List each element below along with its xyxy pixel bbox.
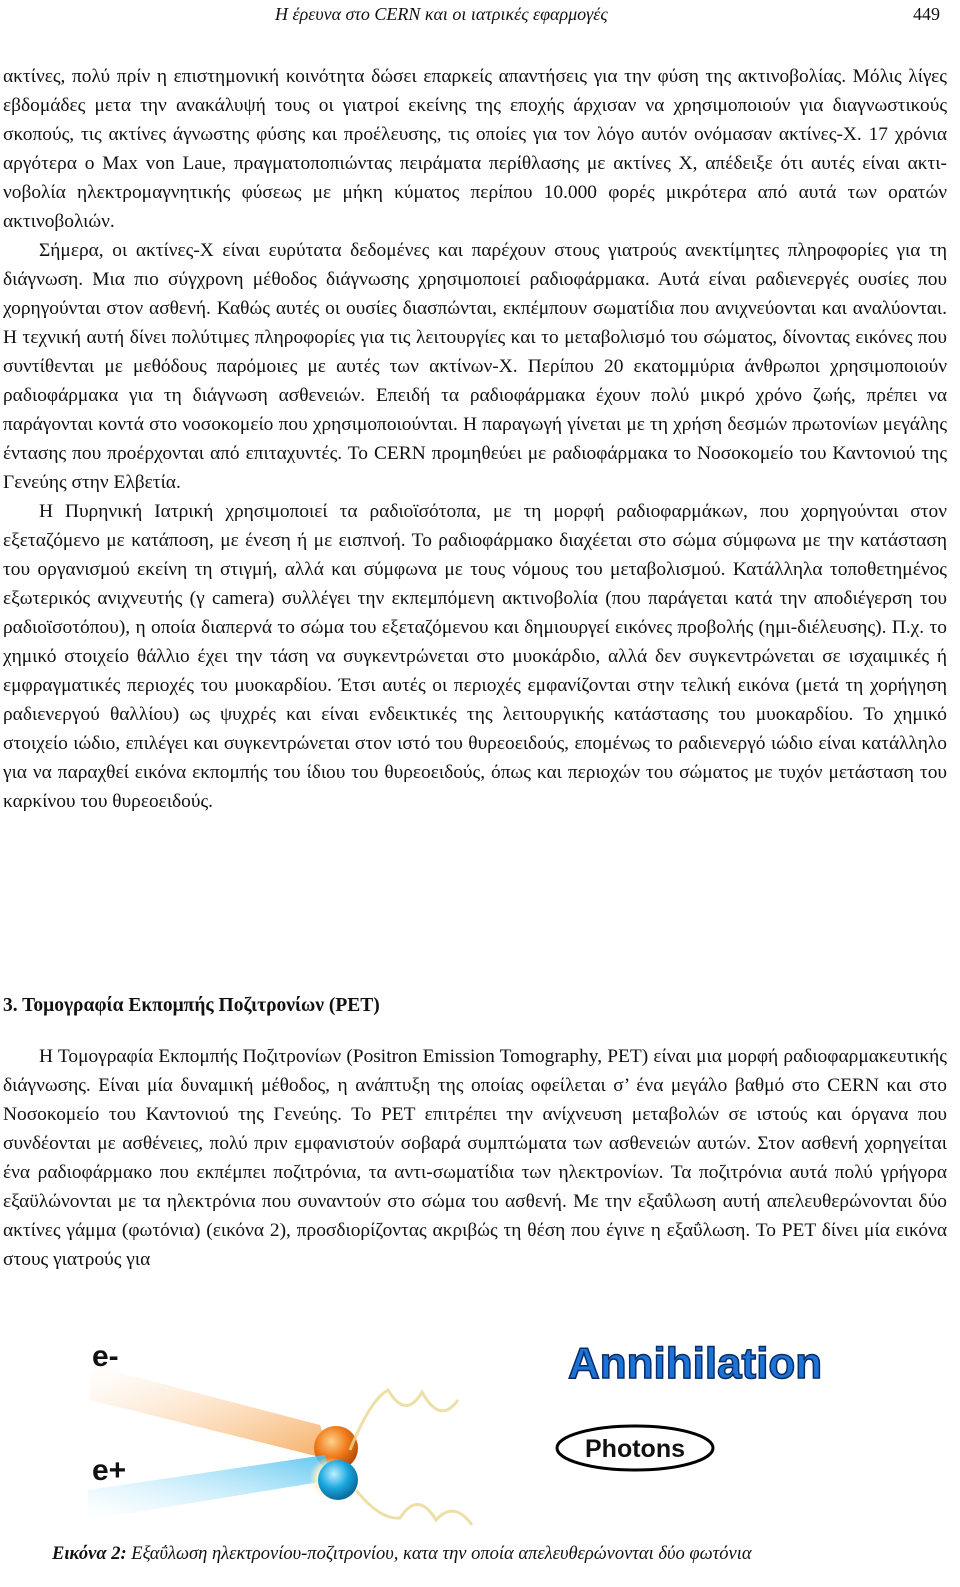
electron-trail — [90, 1365, 332, 1460]
paragraph-pet: Η Τομογραφία Εκπομπής Ποζιτρονίων (Positron Emission Tomography, PET) είναι μια μορφή ραδιοφαρμακευτικής διάγνωσης. Είναι μία δυναμική μέθοδος, η ανάπτυξη της οποίας οφείλεται σ’ ένα μεγάλο βαθμό στο CERN και στο Νοσοκομείο του Καντονιού της Γενεύης. Το PET επιτρέπει την ανίχνευση μεταβολών σε ιστούς και όργανα που συνδέονται με ασθένειες, πολύ πριν εμφανιστούν σοβαρά συμπτώματα των ασθενειών αυτών. Στον ασθενή χορηγείται ένα ραδιοφάρμακο που εκπέμπει ποζιτρόνια, τα αντι-σωματίδια των ηλεκτρονίων. Τα ποζιτρόνια αυτά πολύ γρήγορα εξαϋλώνονται με τα ηλεκτρόνια που συναντούν στο σώμα του ασθενή. Με την εξαΰλωση αυτή απελευθερώνονται δύο ακτίνες γάμμα (φωτόνια) (εικόνα 2), προσδιορίζοντας ακριβώς τη θέση που έγινε η εξαΰλωση. Το PET δίνει μία εικόνα στους γιατρούς για — [3, 1046, 947, 1270]
paragraph-radiopharmaceuticals: Σήμερα, οι ακτίνες-Χ είναι ευρύτατα δεδομένες και παρέχουν στους γιατρούς ανεκτίμητες πληροφορίες για τη διάγνωση. Μια πιο σύγχρονη μέθοδος διάγνωσης χρησιμοποιεί ραδιοφάρμακα. Αυτά είναι ραδιενεργές ουσίες που χορηγούνται στον ασθενή. Καθώς αυτές οι ουσίες διασπώνται, εκπέμπουν σωματίδια που ανιχνεύονται και αναλύονται. Η τεχνική αυτή δίνει πολύτιμες πληροφορίες για τις λειτουργίες και το μεταβολισμό του σώματος, δίνοντας εικόνες που συντίθενται με μεθόδους παρόμοιες με αυτές των ακτίνων-Χ. Περίπου 20 εκατομμύρια άνθρωποι χρησιμοποιούν ραδιοφάρμακα για τη διάγνωση ασθενειών. Επειδή τα ραδιοφάρμακα έχουν πολύ μικρό χρόνο ζωής, πρέπει να παράγονται κοντά στο νοσοκομείο που χρησιμοποιούνται. Η παραγωγή γίνεται με τη χρήση δεσμών πρωτονίων μεγάλης έντασης που προέρχονται από επιταχυντές. Το CERN προμηθεύει με ραδιοφάρμακα το Νοσοκομείο του Καντονιού της Γενεύης στην Ελβετία. — [3, 240, 947, 493]
section-heading: 3. Τομογραφία Εκπομπής Ποζιτρονίων (PET) — [3, 995, 380, 1016]
running-title: Η έρευνα στο CERN και οι ιατρικές εφαρμογές — [275, 4, 608, 24]
figure-title: Annihilation — [568, 1339, 823, 1388]
page-header — [0, 0, 960, 32]
caption-label: Εικόνα 2: — [52, 1544, 127, 1564]
body-text — [3, 62, 947, 816]
section-body — [3, 1042, 947, 1274]
caption-text: Εξαΰλωση ηλεκτρονίου-ποζιτρονίου, κατα την οποία απελευθερώνονται δύο φωτόνια — [126, 1544, 752, 1564]
photons-badge — [557, 1426, 713, 1470]
annihilation-illustration — [70, 1330, 890, 1535]
photons-label: Photons — [585, 1435, 685, 1463]
annihilation-figure — [70, 1330, 890, 1535]
electron-particle — [90, 1340, 358, 1470]
paragraph-nuclear-medicine: Η Πυρηνική Ιατρική χρησιμοποιεί τα ραδιοϊσότοπα, με τη μορφή ραδιοφαρμάκων, που χορηγούνται στον εξεταζόμενο με κατάποση, με ένεση ή με εισπνοή. Το ραδιοφάρμακο διαχέεται στο σώμα σύμφωνα με την κατάσταση του οργανισμού εκείνη τη στιγμή, αλλά και σύμφωνα με τους νόμους του μεταβολισμού. Κατάλληλα τοποθετημένος εξωτερικός ανιχνευτής (γ camera) συλλέγει την εκπεμπόμενη ακτινοβολία (που παράγεται κατά την αποδιέγερση του ραδιοϊσοτόπου), η οποία διαπερνά το σώμα του εξεταζόμενου και δημιουργεί εικόνες προβολής (ημι-διέλευσης). Π.χ. το χημικό στοιχείο θάλλιο έχει την τάση να συγκεντρώνεται στο μυοκάρδιο, αλλά δεν συγκεντρώνεται σε ισχαιμικές ή εμφραγματικές περιοχές του μυοκαρδίου. Έτσι αυτές οι περιοχές εμφανίζονται στην τελική εικόνα (μετά τη χορήγηση ραδιενεργού θαλλίου) ως ψυχρές και είναι ενδεικτικές της λειτουργικής κατάστασης του μυοκαρδίου. Το χημικό στοιχείο ιώδιο, επιλέγει και συγκεντρώνεται στον ιστό του θυρεοειδούς, επομένως το ραδιενεργό ιώδιο είναι κατάλληλο για να παραχθεί εικόνα εκπομπής του ίδιου του θυρεοειδούς, όπως και περιοχών του σώματος με τυχόν μετάσταση του καρκίνου του θυρεοειδούς. — [3, 501, 947, 812]
electron-label: e- — [92, 1340, 119, 1373]
positron-label: e+ — [92, 1454, 127, 1487]
positron-sphere — [318, 1460, 358, 1500]
positron-particle — [88, 1454, 358, 1520]
page-number: 449 — [913, 4, 940, 24]
photon-rays — [350, 1390, 472, 1525]
paragraph-xrays-history: ακτίνες, πολύ πρίν η επιστημονική κοινότητα δώσει επαρκείς απαντήσεις για την φύση της ακτινοβολίας. Μόλις λίγες εβδομάδες μετα την ανακάλυψή τους οι γιατροί εκείνης της εποχής άρχισαν να χρησιμοποιούν για διαγνωστικούς σκοπούς, τις ακτίνες άγνωστης φύσης και προέλευσης, τις οποίες για τον λόγο αυτόν ονόμασαν ακτίνες-Χ. 17 χρόνια αργότερα ο Max von Laue, πραγματοποπιώντας πειράματα περίθλασης με ακτίνες Χ, απέδειξε ότι αυτές είναι ακτινοβολία ηλεκτρομαγνητικής φύσεως με μήκη κύματος περίπου 10.000 φορές μικρότερα από αυτά των ορατών ακτινοβολιών. — [3, 66, 947, 232]
figure-caption — [52, 1544, 752, 1565]
